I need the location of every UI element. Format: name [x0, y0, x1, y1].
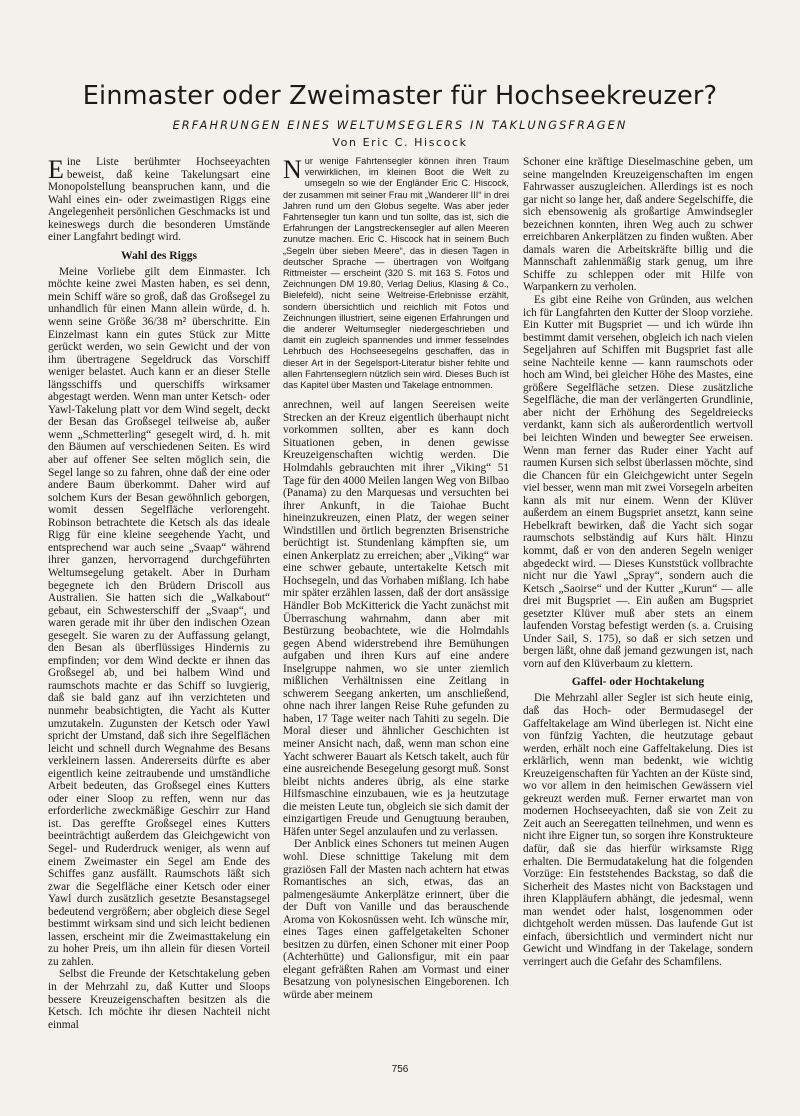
intro-paragraph	[48, 156, 270, 244]
body-paragraph: Der Anblick eines Schoners tut meinen Augen wohl. Diese schnittige Takelung mit dem graziösen Fall der Masten nach achtern hat etwas Romantisches an sich, etwas, das an palmengesäumte Ankerplätze erinnert, über die der Duft von Vanille und das berauschende Aroma von Kokosnüssen weht. Ich wünsche mir, eines Tages einen gaffelgetakelten Schoner besitzen zu dürfen, einen Schoner mit einer Poop (Achterhütte) und Galionsfigur, mit ein paar elegant gefräßten Rahen am Vormast und einer Besatzung von polynesischen Eingeborenen. Ich würde aber meinem	[283, 838, 509, 1001]
body-paragraph: Es gibt eine Reihe von Gründen, aus welchen ich für Langfahrten den Kutter der Sloop vorziehe. Ein Kutter mit Bugspriet — und ich würde ihn bestimmt damit versehen, obgleich ich nach vielen Segeljahren auf Schiffen mit Bugspriet fast alle seine Nachteile kenne — kann raumschots oder hoch am Wind, bei gleicher Höhe des Mastes, eine größere Segelfläche setzen. Diese zusätzliche Segelfläche, die man der verlängerten Grundlinie, aber nicht der Erhöhung des Segeldreiecks verdankt, kann sich als außerordentlich wertvoll bei leichten Winden und bewegter See erweisen. Wenn man ferner das Ruder einer Yacht auf raumen Kursen sich selbst überlassen möchte, sind die Chancen für ein Gleichgewicht unter Segeln viel besser, wenn man mit zwei Vorsegeln arbeiten kann als mit nur einem. Wenn der Klüver außerdem an einem Bugspriet ansetzt, kann seine Hebelkraft bewirken, daß die Yacht sich sogar raumschots selbständig auf Kurs hält. Hinzu kommt, daß er von den anderen Segeln weniger abgedeckt wird. — Dieses Kunststück vollbrachte nicht nur die Yawl „Spray“, sondern auch die Ketsch „Saoirse“ und der Kutter „Kurun“ — alle drei mit Bugspriet —. Ein außen am Bugspriet gesetzter Klüver muß aber stets an einem laufenden Vorstag befestigt werden (s. a. Cruising Under Sail, S. 175), so daß er sich setzen und bergen läßt, ohne daß jemand gezwungen ist, nach vorn auf den Klüverbaum zu klettern.	[523, 294, 753, 670]
intro-text: ine Liste berühmter Hochseeyachten beweist, daß keine Takelungsart eine Monopolstellung beanspruchen kann, und die Wahl eines ein- oder zweimastigen Riggs eine Angelegenheit persönlichen Geschmacks ist und keineswegs durch die besonderen Umstände einer Langfahrt bedingt wird.	[48, 156, 270, 244]
editorial-intro-box	[283, 156, 509, 391]
editorial-intro-body: ur wenige Fahrtensegler können ihren Traum verwirklichen, im kleinen Boot die Welt zu umsegeln so wie der Engländer Eric C. Hiscock, der zusammen mit seiner Frau mit „Wanderer III“ in drei Jahren rund um den Globus segelte. Was aber jeder Fahrtensegler tun kann und tun sollte, das ist, sich die Erfahrungen der Langstreckensegler auf allen Meeren zunutze machen. Eric C. Hiscock hat in seinem Buch „Segeln über sieben Meere“, das in diesen Tagen in deutscher Sprache — übertragen von Wolfgang Rittmeister — erscheint (320 S. mit 163 S. Fotos und Zeichnungen DM 19.80, Verlag Delius, Klasing & Co., Bielefeld), nicht seine Weltreise-Erlebnisse erzählt, sondern übersichtlich und reichlich mit Fotos und Zeichnungen illustriert, seine eigenen Erfahrungen und die anderer Weltumsegler niedergeschrieben und damit ein zugleich spannendes und immer fesselndes Lehrbuch des Hochseesegelns geschaffen, das in dieser Art in der Segelsport-Literatur bisher fehlte und allen Fahrtenseglern nützlich sein wird. Dieses Buch ist das Kapitel über Masten und Takelage entnommen.	[283, 156, 509, 391]
text-column-3	[523, 156, 753, 1056]
page-number: 756	[391, 1064, 409, 1075]
body-paragraph: Meine Vorliebe gilt dem Einmaster. Ich möchte keine zwei Masten haben, es sei denn, mein Schiff wäre so groß, daß das Großsegel zu unhandlich für einen Mann allein würde, d. h. wenn seine Größe 36/38 m² überschritte. Ein Einzelmast kann ein gutes Stück zur Mitte gerückt werden, wo sein Gewicht und der von ihm übertragene Segeldruck das Vorschiff weniger belastet. Auch kann er an dieser Stelle längsschiffs und querschiffs wirksamer abgestagt werden. Wenn man unter Ketsch- oder Yawl-Takelung platt vor dem Wind segelt, deckt der Besan das Großsegel teilweise ab, außer wenn „Schmetterling“ gesegelt wird, d. h. mit den Bäumen auf verschiedenen Seiten. Es wird aber auf offener See selten möglich sein, die Segel lange so zu fahren, ohne daß der eine oder andere Baum überkommt. Daher wird auf solchem Kurs der Besan gewöhnlich geborgen, womit dessen Segelfläche verlorengeht. Robinson betrachtete die Ketsch als das ideale Rigg für eine kleine seegehende Yacht, und entsprechend war auch seine „Svaap“ während ihrer ganzen, hervorragend durchgeführten Weltumsegelung getakelt. Aber in Durham begegnete ich den Brüdern Driscoll aus Australien. Sie hatten sich die „Walkabout“ gebaut, ein Schwesterschiff der „Svaap“, und waren gerade mit ihr über den indischen Ozean gesegelt. Sie waren zu der Auffassung gelangt, den Besan als überflüssiges Hindernis zu empfinden; vor dem Wind deckte er ihnen das Großsegel ab, und bei halbem Wind und raumschots machte er das Schiff so luvgierig, daß sie bald ganz auf ihn verzichteten und nunmehr beabsichtigten, die Yacht als Kutter umzutakeln. Zugunsten der Ketsch oder Yawl spricht der Umstand, daß sich ihre Segelflächen leicht und schnell durch Wegnahme des Besans verkleinern lassen. Andererseits dürfte es aber eigentlich keine zeitraubende und umständliche Arbeit bedeuten, das Großsegel eines Kutters oder einer Sloop zu reffen, wenn nur das erforderliche zweckmäßige Geschirr zur Hand ist. Das gereffte Großsegel eines Kutters beeinträchtigt außerdem das Gleichgewicht von Segel- und Ruderdruck weniger, als wenn auf einem Zweimaster ein Segel am Ende des Schiffes ganz ausfällt. Raumschots läßt sich zwar die Segelfläche einer Ketsch oder einer Yawl durch zusätzlich gesetzte Besanstagsegel bedeutend vergrößern; aber obgleich diese Segel bestimmt wirksam sind und sich leicht bedienen lassen, erscheint mir die Zweimasttakelung ein zu hoher Preis, um ihn allein für diesen Vorteil zu zahlen.	[48, 265, 270, 968]
drop-cap: E	[48, 156, 64, 184]
section-heading-wahl-des-riggs: Wahl des Riggs	[120, 248, 198, 262]
body-paragraph: Schoner eine kräftige Dieselmaschine geben, um seine mangelnden Kreuzeigenschaften im engen Fahrwasser auszugleichen. Allerdings ist es noch gar nicht so lange her, daß andere Segelschiffe, die sich ebensowenig als großartige Amwindsegler bezeichnen konnten, ihren Weg auch zu schwer erreichbaren Ankerplätzen zu finden wußten. Aber damals waren die Arbeitskräfte billig und die Mannschaft zahlenmäßig stark genug, um ihre Schiffe zu schleppen oder mit Hilfe von Warpankern zu verholen.	[523, 156, 753, 294]
text-column-2	[283, 156, 509, 1056]
drop-cap: N	[283, 156, 302, 184]
body-paragraph: Selbst die Freunde der Ketschtakelung geben in der Mehrzahl zu, daß Kutter und Sloops bessere Kreuzeigenschaften besitzen als die Ketsch. Ich möchte ihr diesen Nachteil nicht einmal	[48, 968, 270, 1031]
article-author: Von Eric C. Hiscock	[332, 136, 468, 149]
text-column-1	[48, 156, 270, 1056]
editorial-intro-text	[283, 156, 509, 391]
body-paragraph: Die Mehrzahl aller Segler ist sich heute einig, daß das Hoch- oder Bermudasegel der Gaffeltakelage am Wind überlegen ist. Nicht eine von fünfzig Yachten, die heutzutage gebaut werden, erhält noch eine Gaffeltakelung. Dies ist erklärlich, wenn man bedenkt, wie wichtig Kreuzeigenschaften für Yachten an der Küste sind, wo vor allem in den heimischen Gewässern viel gekreuzt werden muß. Ferner erwartet man von modernen Hochseeyachten, daß sie von Zeit zu Zeit auch an Seeregatten teilnehmen, und wenn es nicht ihre Eigner tun, so sorgen ihre Konstrukteure dafür, daß sie das hierfür wirksamste Rigg erhalten. Die Bermudatakelung hat die folgenden Vorzüge: Ein feststehendes Backstag, so daß die Sicherheit des Mastes nicht von Backstagen und ihren Klappläufern abhängt, die jedesmal, wenn man wendet oder halst, losgenommen oder dichtgeholt werden müssen. Das laufende Gut ist einfach, übersichtlich und vermindert nicht nur Gewicht und Windfang in der Takelage, sondern verringert auch die Gefahr des Schamfilens.	[523, 692, 753, 968]
article-subtitle: ERFAHRUNGEN EINES WELTUMSEGLERS IN TAKLUNGSFRAGEN	[172, 119, 628, 132]
body-paragraph: anrechnen, weil auf langen Seereisen weite Strecken an der Kreuz eigentlich überhaupt nicht vorkommen sollten, aber es kann doch Situationen geben, in denen gewisse Kreuzeigenschaften wichtig werden. Die Holmdahls gebrauchten mit ihrer „Viking“ 51 Tage für den 4000 Meilen langen Weg von Bilbao (Panama) zu den Marquesas und versuchten bei ihrer Ankunft, in die Taiohae Bucht hineinzukreuzen, einen Platz, der wegen seiner Windstillen und örtlich begrenzten Brisenstriche berüchtigt ist. Stundenlang kämpften sie, um einen Ankerplatz zu erreichen; aber „Viking“ war eine schwer gebaute, untertakelte Ketsch mit Hochsegeln, und das Vorhaben mißlang. Ich habe mir später erzählen lassen, daß der dort ansässige Händler Bob McKitterick die Yacht zunächst mit Überraschung wahrnahm, dann aber mit Bestürzung beobachtete, wie die Holmdahls gegen Abend widerstrebend ihre Bemühungen aufgaben und ihren Kurs auf eine andere Inselgruppe nahmen, wo sie unter ziemlich mißlichen Verhältnissen eine Zeitlang in schwerem Seegang ankerten, um anschließend, ohne nach ihrer langen Reise Ruhe gefunden zu haben, 17 Tage weiter nach Tahiti zu segeln. Die Moral dieser und ähnlicher Geschichten ist meiner Ansicht nach, daß, wenn man schon eine Yacht schwerer Bauart als Ketsch takelt, auch für eine ausreichende Besegelung gesorgt muß. Sonst bleibt nichts anderes übrig, als eine starke Hilfsmaschine einzubauen, wie es ja heutzutage die meisten Leute tun, obgleich sie sich damit der einzigartigen Freude und Genugtuung berauben, Häfen unter Segel anzulaufen und zu verlassen.	[283, 399, 509, 838]
article-title: Einmaster oder Zweimaster für Hochseekreuzer?	[82, 81, 718, 111]
section-heading-gaffel-oder-hochtakelung: Gaffel- oder Hochtakelung	[571, 675, 705, 689]
